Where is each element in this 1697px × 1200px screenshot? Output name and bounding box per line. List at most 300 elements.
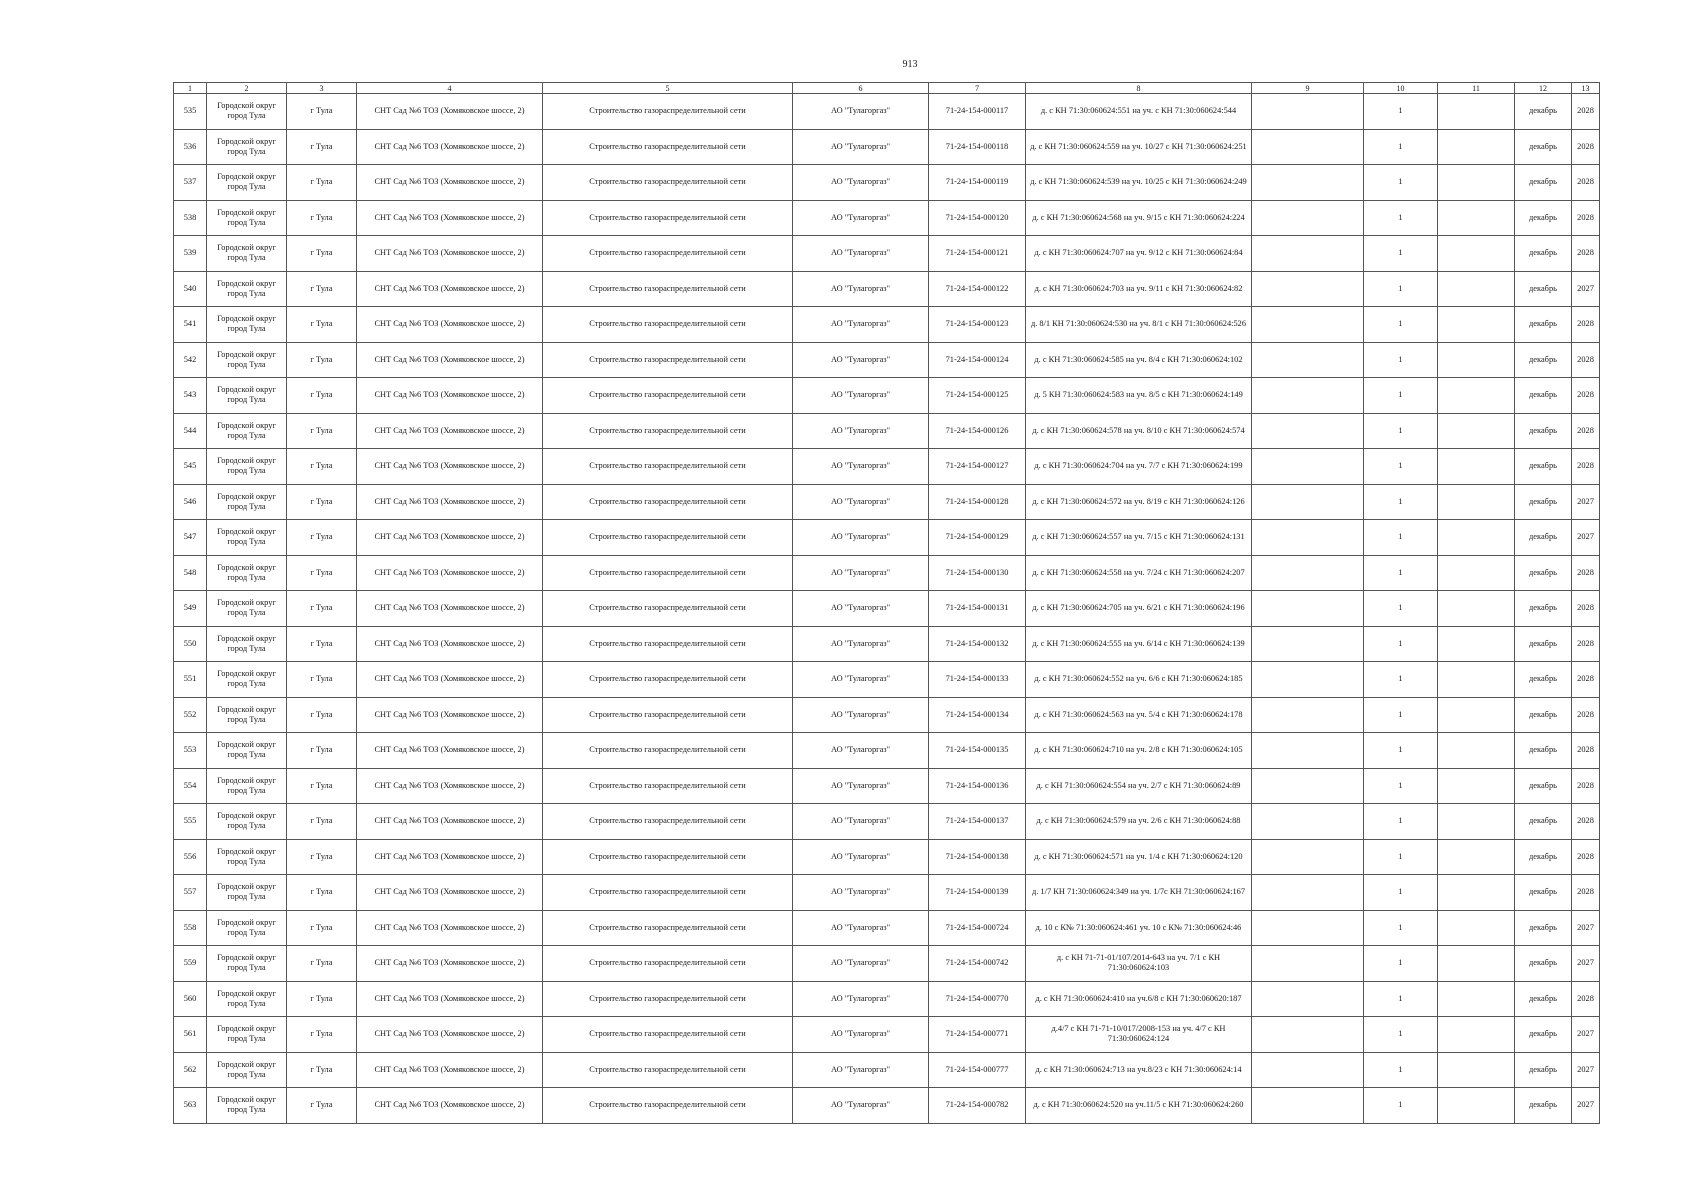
col11-cell xyxy=(1438,875,1515,911)
table-row xyxy=(174,981,1600,1017)
year-cell: 2028 xyxy=(1572,626,1600,662)
quantity-cell: 1 xyxy=(1364,697,1438,733)
settlement-cell: г Тула xyxy=(287,342,357,378)
district-cell: Городской округ город Тула xyxy=(207,768,287,804)
quantity-cell: 1 xyxy=(1364,449,1438,485)
object-cell: СНТ Сад №6 ТОЗ (Хомяковское шоссе, 2) xyxy=(357,839,543,875)
settlement-cell: г Тула xyxy=(287,165,357,201)
col9-cell xyxy=(1252,342,1364,378)
description-cell: д. с КН 71:30:060624:410 на уч.6/8 с КН 71:30:060620:187 xyxy=(1026,981,1252,1017)
col11-cell xyxy=(1438,626,1515,662)
quantity-cell: 1 xyxy=(1364,804,1438,840)
table-row xyxy=(174,94,1600,130)
object-cell: СНТ Сад №6 ТОЗ (Хомяковское шоссе, 2) xyxy=(357,555,543,591)
code-cell: 71-24-154-000137 xyxy=(929,804,1026,840)
object-cell: СНТ Сад №6 ТОЗ (Хомяковское шоссе, 2) xyxy=(357,1017,543,1053)
table-row xyxy=(174,626,1600,662)
object-cell: СНТ Сад №6 ТОЗ (Хомяковское шоссе, 2) xyxy=(357,804,543,840)
data-table xyxy=(173,82,1600,1124)
column-header: 3 xyxy=(287,83,357,94)
year-cell: 2028 xyxy=(1572,378,1600,414)
year-cell: 2028 xyxy=(1572,804,1600,840)
organization-cell: АО "Тулагоргаз" xyxy=(793,946,929,982)
object-cell: СНТ Сад №6 ТОЗ (Хомяковское шоссе, 2) xyxy=(357,981,543,1017)
code-cell: 71-24-154-000138 xyxy=(929,839,1026,875)
description-cell: д. с КН 71:30:060624:572 на уч. 8/19 с КН 71:30:060624:126 xyxy=(1026,484,1252,520)
work-cell: Строительство газораспределительной сети xyxy=(543,484,793,520)
district-cell: Городской округ город Тула xyxy=(207,839,287,875)
description-cell: д.4/7 с КН 71-71-10/017/2008-153 на уч. 4/7 с КН 71:30:060624:124 xyxy=(1026,1017,1252,1053)
work-cell: Строительство газораспределительной сети xyxy=(543,307,793,343)
quantity-cell: 1 xyxy=(1364,307,1438,343)
table-body xyxy=(174,94,1600,1124)
year-cell: 2027 xyxy=(1572,1052,1600,1088)
quantity-cell: 1 xyxy=(1364,591,1438,627)
col11-cell xyxy=(1438,910,1515,946)
work-cell: Строительство газораспределительной сети xyxy=(543,236,793,272)
organization-cell: АО "Тулагоргаз" xyxy=(793,520,929,556)
col9-cell xyxy=(1252,875,1364,911)
row-number: 557 xyxy=(174,875,207,911)
month-cell: декабрь xyxy=(1515,1017,1572,1053)
description-cell: д. с КН 71:30:060624:704 на уч. 7/7 с КН 71:30:060624:199 xyxy=(1026,449,1252,485)
month-cell: декабрь xyxy=(1515,946,1572,982)
work-cell: Строительство газораспределительной сети xyxy=(543,946,793,982)
object-cell: СНТ Сад №6 ТОЗ (Хомяковское шоссе, 2) xyxy=(357,946,543,982)
col11-cell xyxy=(1438,484,1515,520)
row-number: 561 xyxy=(174,1017,207,1053)
month-cell: декабрь xyxy=(1515,200,1572,236)
settlement-cell: г Тула xyxy=(287,484,357,520)
col9-cell xyxy=(1252,1017,1364,1053)
organization-cell: АО "Тулагоргаз" xyxy=(793,236,929,272)
settlement-cell: г Тула xyxy=(287,768,357,804)
object-cell: СНТ Сад №6 ТОЗ (Хомяковское шоссе, 2) xyxy=(357,626,543,662)
work-cell: Строительство газораспределительной сети xyxy=(543,165,793,201)
code-cell: 71-24-154-000131 xyxy=(929,591,1026,627)
code-cell: 71-24-154-000122 xyxy=(929,271,1026,307)
year-cell: 2028 xyxy=(1572,129,1600,165)
year-cell: 2028 xyxy=(1572,165,1600,201)
object-cell: СНТ Сад №6 ТОЗ (Хомяковское шоссе, 2) xyxy=(357,1088,543,1124)
col11-cell xyxy=(1438,804,1515,840)
col11-cell xyxy=(1438,200,1515,236)
page-number: 913 xyxy=(902,59,918,70)
settlement-cell: г Тула xyxy=(287,307,357,343)
year-cell: 2028 xyxy=(1572,839,1600,875)
year-cell: 2027 xyxy=(1572,271,1600,307)
object-cell: СНТ Сад №6 ТОЗ (Хомяковское шоссе, 2) xyxy=(357,449,543,485)
year-cell: 2028 xyxy=(1572,200,1600,236)
settlement-cell: г Тула xyxy=(287,804,357,840)
table-row xyxy=(174,662,1600,698)
row-number: 542 xyxy=(174,342,207,378)
col11-cell xyxy=(1438,449,1515,485)
column-header: 7 xyxy=(929,83,1026,94)
code-cell: 71-24-154-000117 xyxy=(929,94,1026,130)
quantity-cell: 1 xyxy=(1364,165,1438,201)
row-number: 551 xyxy=(174,662,207,698)
column-header: 1 xyxy=(174,83,207,94)
column-header: 2 xyxy=(207,83,287,94)
work-cell: Строительство газораспределительной сети xyxy=(543,94,793,130)
year-cell: 2027 xyxy=(1572,520,1600,556)
col9-cell xyxy=(1252,307,1364,343)
organization-cell: АО "Тулагоргаз" xyxy=(793,94,929,130)
col9-cell xyxy=(1252,946,1364,982)
code-cell: 71-24-154-000123 xyxy=(929,307,1026,343)
col9-cell xyxy=(1252,1088,1364,1124)
code-cell: 71-24-154-000127 xyxy=(929,449,1026,485)
row-number: 556 xyxy=(174,839,207,875)
settlement-cell: г Тула xyxy=(287,520,357,556)
table-row xyxy=(174,236,1600,272)
code-cell: 71-24-154-000130 xyxy=(929,555,1026,591)
year-cell: 2027 xyxy=(1572,1088,1600,1124)
month-cell: декабрь xyxy=(1515,626,1572,662)
quantity-cell: 1 xyxy=(1364,768,1438,804)
district-cell: Городской округ город Тула xyxy=(207,662,287,698)
settlement-cell: г Тула xyxy=(287,271,357,307)
object-cell: СНТ Сад №6 ТОЗ (Хомяковское шоссе, 2) xyxy=(357,200,543,236)
quantity-cell: 1 xyxy=(1364,555,1438,591)
col11-cell xyxy=(1438,413,1515,449)
organization-cell: АО "Тулагоргаз" xyxy=(793,591,929,627)
col9-cell xyxy=(1252,520,1364,556)
work-cell: Строительство газораспределительной сети xyxy=(543,768,793,804)
col11-cell xyxy=(1438,1052,1515,1088)
month-cell: декабрь xyxy=(1515,1052,1572,1088)
code-cell: 71-24-154-000139 xyxy=(929,875,1026,911)
year-cell: 2028 xyxy=(1572,555,1600,591)
row-number: 548 xyxy=(174,555,207,591)
settlement-cell: г Тула xyxy=(287,129,357,165)
year-cell: 2027 xyxy=(1572,484,1600,520)
quantity-cell: 1 xyxy=(1364,875,1438,911)
organization-cell: АО "Тулагоргаз" xyxy=(793,555,929,591)
code-cell: 71-24-154-000120 xyxy=(929,200,1026,236)
col11-cell xyxy=(1438,697,1515,733)
row-number: 563 xyxy=(174,1088,207,1124)
description-cell: д. с КН 71:30:060624:563 на уч. 5/4 с КН 71:30:060624:178 xyxy=(1026,697,1252,733)
col9-cell xyxy=(1252,768,1364,804)
work-cell: Строительство газораспределительной сети xyxy=(543,1017,793,1053)
object-cell: СНТ Сад №6 ТОЗ (Хомяковское шоссе, 2) xyxy=(357,129,543,165)
district-cell: Городской округ город Тула xyxy=(207,449,287,485)
work-cell: Строительство газораспределительной сети xyxy=(543,910,793,946)
column-header: 8 xyxy=(1026,83,1252,94)
code-cell: 71-24-154-000724 xyxy=(929,910,1026,946)
year-cell: 2028 xyxy=(1572,94,1600,130)
settlement-cell: г Тула xyxy=(287,555,357,591)
col11-cell xyxy=(1438,768,1515,804)
district-cell: Городской округ город Тула xyxy=(207,484,287,520)
row-number: 552 xyxy=(174,697,207,733)
row-number: 550 xyxy=(174,626,207,662)
organization-cell: АО "Тулагоргаз" xyxy=(793,981,929,1017)
table-row xyxy=(174,378,1600,414)
month-cell: декабрь xyxy=(1515,768,1572,804)
settlement-cell: г Тула xyxy=(287,733,357,769)
quantity-cell: 1 xyxy=(1364,200,1438,236)
month-cell: декабрь xyxy=(1515,1088,1572,1124)
district-cell: Городской округ город Тула xyxy=(207,875,287,911)
col9-cell xyxy=(1252,165,1364,201)
quantity-cell: 1 xyxy=(1364,94,1438,130)
organization-cell: АО "Тулагоргаз" xyxy=(793,449,929,485)
work-cell: Строительство газораспределительной сети xyxy=(543,804,793,840)
work-cell: Строительство газораспределительной сети xyxy=(543,839,793,875)
district-cell: Городской округ город Тула xyxy=(207,946,287,982)
work-cell: Строительство газораспределительной сети xyxy=(543,520,793,556)
code-cell: 71-24-154-000119 xyxy=(929,165,1026,201)
year-cell: 2027 xyxy=(1572,1017,1600,1053)
organization-cell: АО "Тулагоргаз" xyxy=(793,200,929,236)
quantity-cell: 1 xyxy=(1364,910,1438,946)
col11-cell xyxy=(1438,946,1515,982)
organization-cell: АО "Тулагоргаз" xyxy=(793,129,929,165)
col11-cell xyxy=(1438,307,1515,343)
organization-cell: АО "Тулагоргаз" xyxy=(793,1052,929,1088)
code-cell: 71-24-154-000135 xyxy=(929,733,1026,769)
month-cell: декабрь xyxy=(1515,307,1572,343)
object-cell: СНТ Сад №6 ТОЗ (Хомяковское шоссе, 2) xyxy=(357,768,543,804)
description-cell: д. с КН 71:30:060624:558 на уч. 7/24 с КН 71:30:060624:207 xyxy=(1026,555,1252,591)
code-cell: 71-24-154-000133 xyxy=(929,662,1026,698)
work-cell: Строительство газораспределительной сети xyxy=(543,591,793,627)
col11-cell xyxy=(1438,378,1515,414)
organization-cell: АО "Тулагоргаз" xyxy=(793,910,929,946)
object-cell: СНТ Сад №6 ТОЗ (Хомяковское шоссе, 2) xyxy=(357,875,543,911)
quantity-cell: 1 xyxy=(1364,733,1438,769)
work-cell: Строительство газораспределительной сети xyxy=(543,626,793,662)
year-cell: 2028 xyxy=(1572,875,1600,911)
object-cell: СНТ Сад №6 ТОЗ (Хомяковское шоссе, 2) xyxy=(357,165,543,201)
object-cell: СНТ Сад №6 ТОЗ (Хомяковское шоссе, 2) xyxy=(357,484,543,520)
year-cell: 2028 xyxy=(1572,662,1600,698)
organization-cell: АО "Тулагоргаз" xyxy=(793,307,929,343)
settlement-cell: г Тула xyxy=(287,413,357,449)
table-row xyxy=(174,413,1600,449)
code-cell: 71-24-154-000121 xyxy=(929,236,1026,272)
month-cell: декабрь xyxy=(1515,236,1572,272)
district-cell: Городской округ город Тула xyxy=(207,697,287,733)
col11-cell xyxy=(1438,555,1515,591)
code-cell: 71-24-154-000125 xyxy=(929,378,1026,414)
organization-cell: АО "Тулагоргаз" xyxy=(793,733,929,769)
settlement-cell: г Тула xyxy=(287,662,357,698)
col9-cell xyxy=(1252,662,1364,698)
col9-cell xyxy=(1252,981,1364,1017)
table-row xyxy=(174,200,1600,236)
month-cell: декабрь xyxy=(1515,449,1572,485)
object-cell: СНТ Сад №6 ТОЗ (Хомяковское шоссе, 2) xyxy=(357,271,543,307)
object-cell: СНТ Сад №6 ТОЗ (Хомяковское шоссе, 2) xyxy=(357,94,543,130)
organization-cell: АО "Тулагоргаз" xyxy=(793,342,929,378)
work-cell: Строительство газораспределительной сети xyxy=(543,378,793,414)
district-cell: Городской округ город Тула xyxy=(207,307,287,343)
column-header: 6 xyxy=(793,83,929,94)
object-cell: СНТ Сад №6 ТОЗ (Хомяковское шоссе, 2) xyxy=(357,342,543,378)
work-cell: Строительство газораспределительной сети xyxy=(543,271,793,307)
code-cell: 71-24-154-000118 xyxy=(929,129,1026,165)
month-cell: декабрь xyxy=(1515,520,1572,556)
year-cell: 2028 xyxy=(1572,697,1600,733)
district-cell: Городской округ город Тула xyxy=(207,378,287,414)
description-cell: д. с КН 71:30:060624:703 на уч. 9/11 с КН 71:30:060624:82 xyxy=(1026,271,1252,307)
work-cell: Строительство газораспределительной сети xyxy=(543,1052,793,1088)
work-cell: Строительство газораспределительной сети xyxy=(543,697,793,733)
district-cell: Городской округ город Тула xyxy=(207,910,287,946)
table-row xyxy=(174,591,1600,627)
row-number: 539 xyxy=(174,236,207,272)
description-cell: д. с КН 71:30:060624:568 на уч. 9/15 с КН 71:30:060624:224 xyxy=(1026,200,1252,236)
organization-cell: АО "Тулагоргаз" xyxy=(793,165,929,201)
month-cell: декабрь xyxy=(1515,378,1572,414)
table-row xyxy=(174,910,1600,946)
settlement-cell: г Тула xyxy=(287,1052,357,1088)
month-cell: декабрь xyxy=(1515,413,1572,449)
col9-cell xyxy=(1252,94,1364,130)
quantity-cell: 1 xyxy=(1364,484,1438,520)
quantity-cell: 1 xyxy=(1364,413,1438,449)
col11-cell xyxy=(1438,129,1515,165)
object-cell: СНТ Сад №6 ТОЗ (Хомяковское шоссе, 2) xyxy=(357,520,543,556)
description-cell: д. с КН 71:30:060624:554 на уч. 2/7 с КН 71:30:060624:89 xyxy=(1026,768,1252,804)
col9-cell xyxy=(1252,697,1364,733)
table-row xyxy=(174,342,1600,378)
quantity-cell: 1 xyxy=(1364,626,1438,662)
work-cell: Строительство газораспределительной сети xyxy=(543,981,793,1017)
description-cell: д. 8/1 КН 71:30:060624:530 на уч. 8/1 с КН 71:30:060624:526 xyxy=(1026,307,1252,343)
row-number: 540 xyxy=(174,271,207,307)
object-cell: СНТ Сад №6 ТОЗ (Хомяковское шоссе, 2) xyxy=(357,591,543,627)
organization-cell: АО "Тулагоргаз" xyxy=(793,626,929,662)
object-cell: СНТ Сад №6 ТОЗ (Хомяковское шоссе, 2) xyxy=(357,1052,543,1088)
col11-cell xyxy=(1438,236,1515,272)
description-cell: д. с КН 71:30:060624:585 на уч. 8/4 с КН 71:30:060624:102 xyxy=(1026,342,1252,378)
row-number: 543 xyxy=(174,378,207,414)
organization-cell: АО "Тулагоргаз" xyxy=(793,804,929,840)
column-header: 13 xyxy=(1572,83,1600,94)
organization-cell: АО "Тулагоргаз" xyxy=(793,768,929,804)
quantity-cell: 1 xyxy=(1364,1052,1438,1088)
month-cell: декабрь xyxy=(1515,981,1572,1017)
description-cell: д. с КН 71:30:060624:552 на уч. 6/6 с КН 71:30:060624:185 xyxy=(1026,662,1252,698)
column-header: 4 xyxy=(357,83,543,94)
col9-cell xyxy=(1252,591,1364,627)
col9-cell xyxy=(1252,449,1364,485)
column-header: 5 xyxy=(543,83,793,94)
quantity-cell: 1 xyxy=(1364,520,1438,556)
month-cell: декабрь xyxy=(1515,165,1572,201)
table-row xyxy=(174,839,1600,875)
district-cell: Городской округ город Тула xyxy=(207,200,287,236)
month-cell: декабрь xyxy=(1515,875,1572,911)
year-cell: 2028 xyxy=(1572,342,1600,378)
district-cell: Городской округ город Тула xyxy=(207,236,287,272)
code-cell: 71-24-154-000126 xyxy=(929,413,1026,449)
organization-cell: АО "Тулагоргаз" xyxy=(793,271,929,307)
district-cell: Городской округ город Тула xyxy=(207,981,287,1017)
column-header: 11 xyxy=(1438,83,1515,94)
col9-cell xyxy=(1252,200,1364,236)
col11-cell xyxy=(1438,839,1515,875)
col9-cell xyxy=(1252,129,1364,165)
organization-cell: АО "Тулагоргаз" xyxy=(793,697,929,733)
header-row xyxy=(174,83,1600,94)
row-number: 555 xyxy=(174,804,207,840)
object-cell: СНТ Сад №6 ТОЗ (Хомяковское шоссе, 2) xyxy=(357,236,543,272)
col11-cell xyxy=(1438,981,1515,1017)
settlement-cell: г Тула xyxy=(287,1088,357,1124)
organization-cell: АО "Тулагоргаз" xyxy=(793,1088,929,1124)
description-cell: д. с КН 71:30:060624:555 на уч. 6/14 с КН 71:30:060624:139 xyxy=(1026,626,1252,662)
month-cell: декабрь xyxy=(1515,94,1572,130)
row-number: 536 xyxy=(174,129,207,165)
quantity-cell: 1 xyxy=(1364,981,1438,1017)
settlement-cell: г Тула xyxy=(287,378,357,414)
object-cell: СНТ Сад №6 ТОЗ (Хомяковское шоссе, 2) xyxy=(357,697,543,733)
district-cell: Городской округ город Тула xyxy=(207,591,287,627)
work-cell: Строительство газораспределительной сети xyxy=(543,449,793,485)
district-cell: Городской округ город Тула xyxy=(207,626,287,662)
row-number: 549 xyxy=(174,591,207,627)
month-cell: декабрь xyxy=(1515,662,1572,698)
col11-cell xyxy=(1438,733,1515,769)
description-cell: д. 1/7 КН 71:30:060624:349 на уч. 1/7с КН 71:30:060624:167 xyxy=(1026,875,1252,911)
description-cell: д. с КН 71:30:060624:520 на уч.11/5 с КН 71:30:060624:260 xyxy=(1026,1088,1252,1124)
col11-cell xyxy=(1438,520,1515,556)
col9-cell xyxy=(1252,236,1364,272)
description-cell: д. с КН 71:30:060624:557 на уч. 7/15 с КН 71:30:060624:131 xyxy=(1026,520,1252,556)
district-cell: Городской округ город Тула xyxy=(207,520,287,556)
code-cell: 71-24-154-000771 xyxy=(929,1017,1026,1053)
year-cell: 2028 xyxy=(1572,768,1600,804)
row-number: 554 xyxy=(174,768,207,804)
code-cell: 71-24-154-000128 xyxy=(929,484,1026,520)
district-cell: Городской округ город Тула xyxy=(207,1017,287,1053)
table-row xyxy=(174,555,1600,591)
table-row xyxy=(174,697,1600,733)
settlement-cell: г Тула xyxy=(287,981,357,1017)
district-cell: Городской округ город Тула xyxy=(207,342,287,378)
description-cell: д. с КН 71:30:060624:571 на уч. 1/4 с КН 71:30:060624:120 xyxy=(1026,839,1252,875)
year-cell: 2028 xyxy=(1572,591,1600,627)
row-number: 560 xyxy=(174,981,207,1017)
table-row xyxy=(174,946,1600,982)
work-cell: Строительство газораспределительной сети xyxy=(543,413,793,449)
work-cell: Строительство газораспределительной сети xyxy=(543,875,793,911)
code-cell: 71-24-154-000777 xyxy=(929,1052,1026,1088)
settlement-cell: г Тула xyxy=(287,1017,357,1053)
row-number: 544 xyxy=(174,413,207,449)
settlement-cell: г Тула xyxy=(287,626,357,662)
year-cell: 2028 xyxy=(1572,236,1600,272)
month-cell: декабрь xyxy=(1515,910,1572,946)
table-row xyxy=(174,1052,1600,1088)
organization-cell: АО "Тулагоргаз" xyxy=(793,839,929,875)
description-cell: д. 10 с К№ 71:30:060624:461 уч. 10 с К№ 71:30:060624:46 xyxy=(1026,910,1252,946)
description-cell: д. с КН 71:30:060624:551 на уч. с КН 71:30:060624:544 xyxy=(1026,94,1252,130)
settlement-cell: г Тула xyxy=(287,946,357,982)
row-number: 553 xyxy=(174,733,207,769)
col9-cell xyxy=(1252,626,1364,662)
col9-cell xyxy=(1252,484,1364,520)
district-cell: Городской округ город Тула xyxy=(207,94,287,130)
code-cell: 71-24-154-000134 xyxy=(929,697,1026,733)
settlement-cell: г Тула xyxy=(287,94,357,130)
